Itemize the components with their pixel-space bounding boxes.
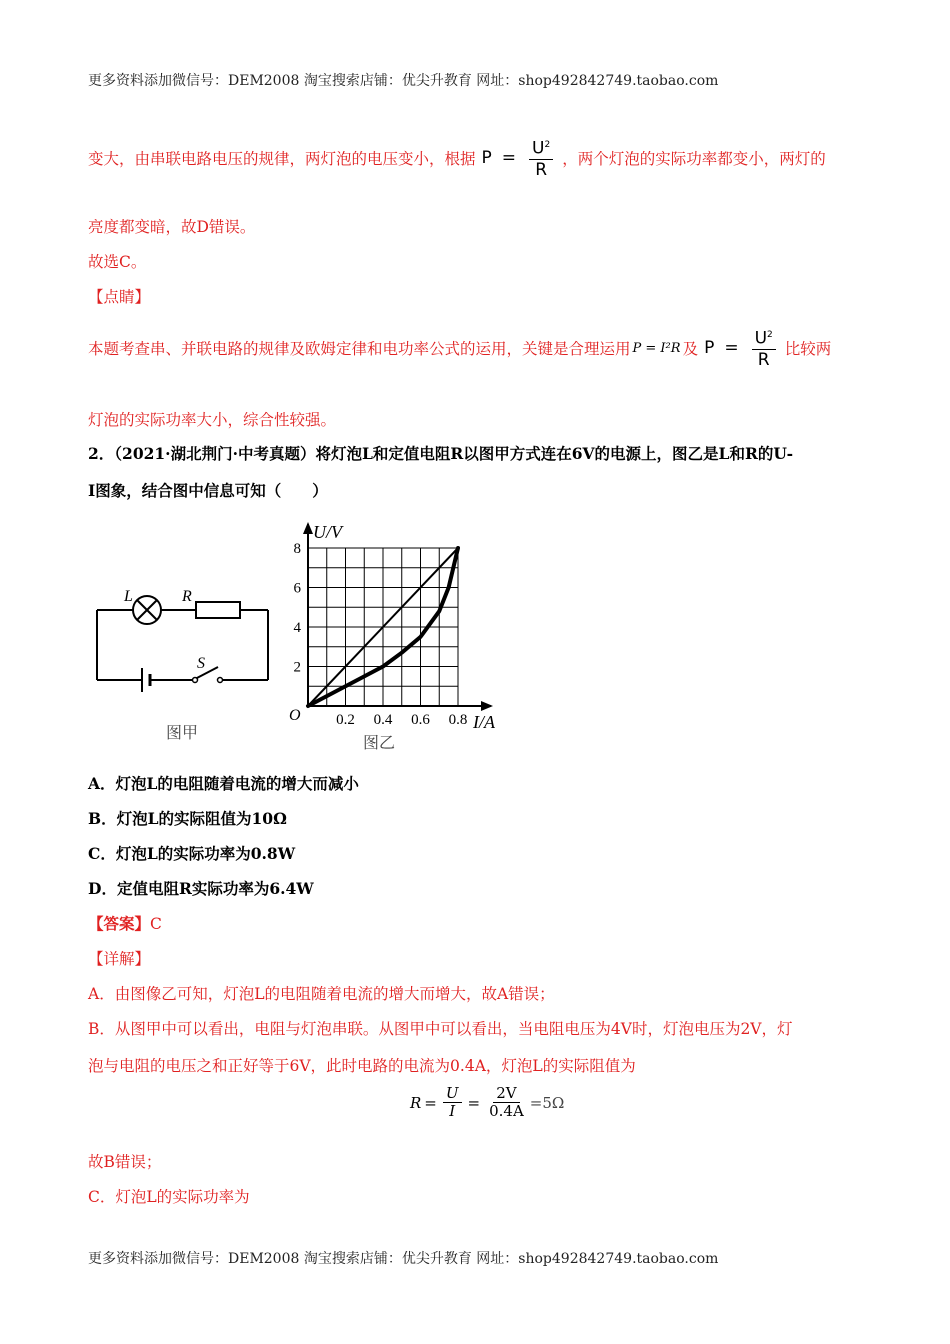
lamp-label: L <box>124 588 133 605</box>
y-axis-label: U/V <box>313 522 342 542</box>
detail-line-a: A．由图像乙可知，灯泡L的电阻随着电流的增大而增大，故A错误； <box>88 985 555 1003</box>
formula-r-eq2: = <box>467 1093 481 1112</box>
formula-r-den1: I <box>449 1102 456 1120</box>
formula-1-frac <box>529 135 553 182</box>
formula-1-sup: 2 <box>544 139 551 150</box>
x-tick-label: 0.8 <box>448 712 468 728</box>
figure-b-caption: 图乙 <box>363 733 396 752</box>
formula-r-num2: 2V <box>493 1085 519 1103</box>
x-tick-label: 0.6 <box>411 712 430 728</box>
formula-r-eq1: = <box>424 1093 437 1112</box>
option-d: D．定值电阻R实际功率为6.4W <box>88 879 314 898</box>
formula-1-den: R <box>535 160 548 181</box>
prev-line-1b: ，两个灯泡的实际功率都变小，两灯的 <box>562 150 826 168</box>
formula-3-den: R <box>757 350 770 371</box>
formula-1-eq: = <box>501 148 517 168</box>
formula-3-frac <box>752 325 776 372</box>
y-tick-label: 4 <box>293 620 301 636</box>
formula-r-num1: U <box>443 1085 462 1103</box>
formula-1-lhs: P <box>481 148 492 168</box>
power-formula-3 <box>704 325 779 372</box>
origin-label: O <box>289 707 301 724</box>
formula-3-eq: = <box>724 338 739 358</box>
circuit-diagram <box>90 580 280 745</box>
tip-line-2: 灯泡的实际功率大小，综合性较强。 <box>88 411 337 429</box>
answer-line <box>88 912 162 934</box>
y-tick-label: 8 <box>293 541 301 557</box>
x-tick-label: 0.4 <box>373 712 393 728</box>
prev-line-2: 亮度都变暗，故D错误。 <box>88 218 256 236</box>
detail-line-c: C．灯泡L的实际功率为 <box>88 1188 250 1206</box>
switch-contact-right <box>218 678 223 683</box>
answer-label: 【答案】 <box>88 914 151 933</box>
u-i-chart <box>283 518 513 758</box>
formula-3-lhs: P <box>704 338 715 358</box>
page-footer: 更多资料添加微信号：DEM2008 淘宝搜索店铺：优尖升教育 网址：shop492842749.taobao.com <box>88 1251 719 1267</box>
detail-line-b2: 泡与电阻的电压之和正好等于6V，此时电路的电流为0.4A，灯泡L的实际阻值为 <box>88 1057 636 1075</box>
tip-line-1c: 比较两 <box>784 340 832 358</box>
detail-line-b1: B．从图甲中可以看出，电阻与灯泡串联。从图甲中可以看出，当电阻电压为4V时，灯泡电压为2V，灯 <box>88 1020 793 1038</box>
switch-contact-left <box>193 678 198 683</box>
detail-label: 【详解】 <box>88 950 151 968</box>
y-tick-label: 2 <box>293 659 301 676</box>
x-axis-arrow <box>481 701 493 711</box>
option-a: A．灯泡L的电阻随着电流的增大而减小 <box>88 774 359 793</box>
prev-line-1 <box>88 128 826 188</box>
formula-r-frac-1 <box>443 1085 462 1120</box>
x-tick-label: 0.2 <box>336 712 355 728</box>
page-header: 更多资料添加微信号：DEM2008 淘宝搜索店铺：优尖升教育 网址：shop492842749.taobao.com <box>88 73 719 89</box>
resistor-symbol <box>196 602 240 618</box>
y-tick-label: 6 <box>293 580 301 597</box>
tip-line-1a: 本题考查串、并联电路的规律及欧姆定律和电功率公式的运用，关键是合理运用 <box>88 340 631 358</box>
formula-r-frac-2 <box>486 1085 527 1120</box>
tip-label: 【点睛】 <box>88 288 151 306</box>
formula-1-num: U <box>532 138 545 159</box>
option-c: C．灯泡L的实际功率为0.8W <box>88 844 296 863</box>
answer-value: C <box>150 915 162 933</box>
power-formula-2: P = I²R <box>632 340 681 356</box>
formula-3-sup: 2 <box>767 329 773 340</box>
question-line-1: 2．（2021·湖北荆门·中考真题）将灯泡L和定值电阻R以图甲方式连在6V的电源上，图乙是L和R的U- <box>88 444 794 463</box>
tip-line-1 <box>88 318 831 378</box>
y-axis-arrow <box>303 522 313 534</box>
x-axis-label: I/A <box>473 712 495 732</box>
formula-r-lhs: R <box>410 1093 422 1112</box>
formula-3-num: U <box>754 328 768 349</box>
power-formula-1 <box>482 135 557 182</box>
prev-line-3: 故选C。 <box>88 253 147 271</box>
prev-line-1a: 变大，由串联电路电压的规律，两灯泡的电压变小，根据 <box>88 150 476 168</box>
resistance-formula <box>410 1085 564 1120</box>
formula-r-den2: 0.4A <box>489 1102 524 1120</box>
tip-line-1b: 及 <box>682 340 699 358</box>
detail-line-b3: 故B错误； <box>88 1153 162 1171</box>
figure-a-caption: 图甲 <box>166 723 199 742</box>
formula-r-result: =5Ω <box>529 1093 565 1112</box>
question-line-2: I图象，结合图中信息可知（ ） <box>88 481 328 500</box>
switch-label: S <box>197 655 205 672</box>
option-b: B．灯泡L的实际阻值为10Ω <box>88 809 287 828</box>
resistor-label: R <box>182 588 192 605</box>
